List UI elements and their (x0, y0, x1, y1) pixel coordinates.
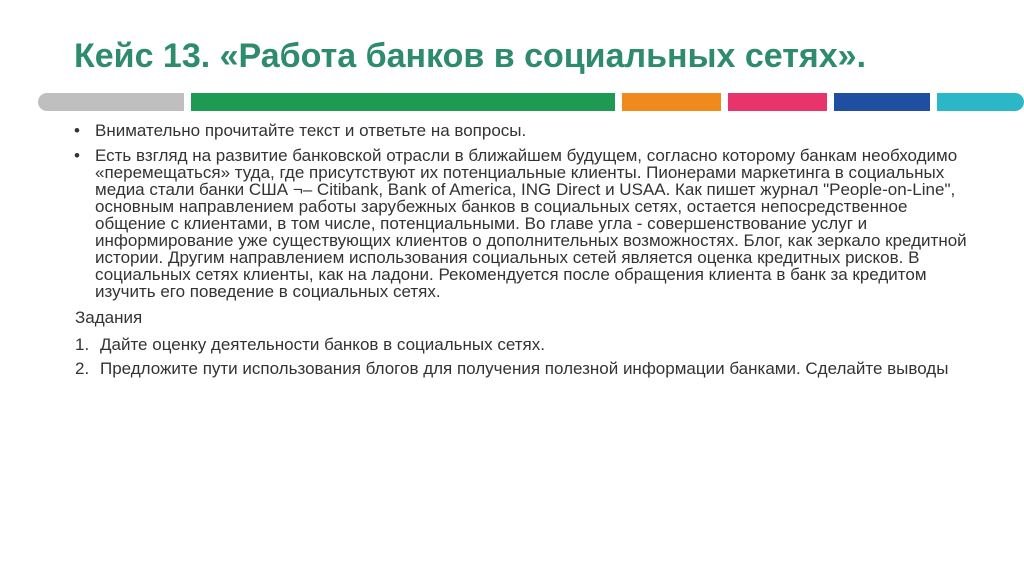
task-number: 2. (75, 359, 90, 378)
stripe-blue (834, 93, 930, 111)
task-item (75, 336, 970, 353)
stripe-green (191, 93, 615, 111)
bullet-marker: • (74, 121, 80, 140)
bullet-text: Внимательно прочитайте текст и ответьте на вопросы. (95, 121, 527, 140)
bullet-case-text (70, 147, 970, 300)
stripe-orange (622, 93, 721, 111)
bullet-instruction (70, 122, 970, 139)
task-number: 1. (75, 335, 90, 354)
bullet-text: Есть взгляд на развитие банковской отрасли в ближайшем будущем, согласно которому банкам необходимо «перемещаться» туда, где присутствуют их потенциальные клиенты. Пионерами маркетинга в социальных медиа стали банки США ¬– Citibank, Bank of America, ING Direct и USAA. Как пишет журнал "People-on-Line", основным направлением работы зарубежных банков в социальных сетях, остается непосредственное общение с клиентами, в том числе, потенциальными. Во главе угла - совершенствование услуг и информирование уже существующих клиентов о дополнительных возможностях. Блог, как зеркало кредитной истории. Другим направлением использования социальных сетей является оценка кредитных рисков. В социальных сетях клиенты, как на ладони. Рекомендуется после обращения клиента в банк за кредитом изучить его поведение в социальных сетях. (95, 146, 967, 301)
tasks-heading: Задания (75, 308, 143, 327)
slide-content (70, 122, 970, 384)
stripe-pink (728, 93, 827, 111)
task-text: Предложите пути использования блогов для получения полезной информации банками. Сделайте выводы (100, 359, 949, 378)
bullet-marker: • (74, 146, 80, 165)
task-item (75, 360, 970, 377)
task-text: Дайте оценку деятельности банков в социальных сетях. (100, 335, 545, 354)
decorative-stripe-bar (0, 93, 1024, 111)
slide-title: Кейс 13. «Работа банков в социальных сетях». (74, 37, 867, 75)
stripe-gray (38, 93, 184, 111)
stripe-teal (937, 93, 1024, 111)
